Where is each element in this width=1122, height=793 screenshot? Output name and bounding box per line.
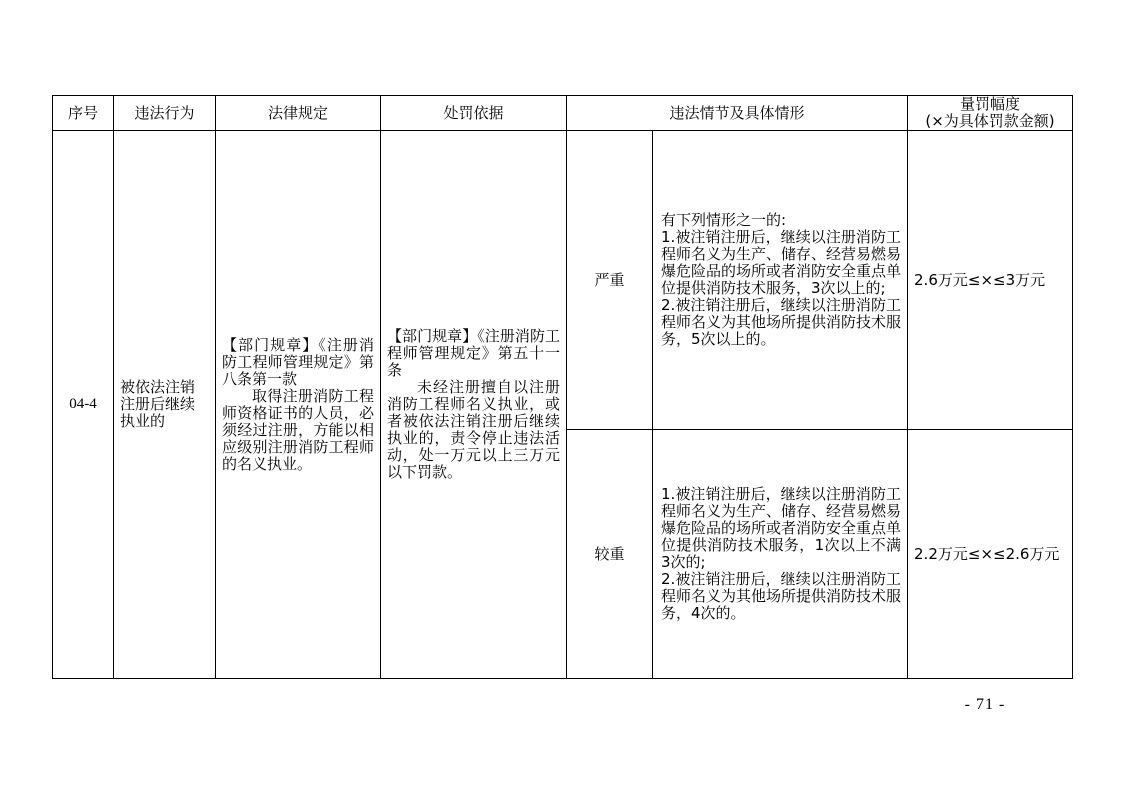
penalty-basis-cell — [381, 131, 567, 679]
header-serial: 序号 — [53, 96, 114, 131]
header-range-line1: 量罚幅度 — [960, 95, 1021, 113]
legal-provision-cell — [216, 131, 381, 679]
severity-level-cell: 较重 — [567, 430, 653, 679]
header-range-line2: (×为具体罚款金额) — [925, 112, 1055, 130]
header-penalty-range — [908, 96, 1073, 131]
severity-level-cell: 严重 — [567, 131, 653, 430]
table-row — [53, 131, 1073, 430]
scenario-line: 1.被注销注册后，继续以注册消防工程师名义为生产、储存、经营易燃易爆危险品的场所或者消防安全重点单位提供消防技术服务，1次以上不满3次的; — [661, 485, 902, 571]
scenario-line: 2.被注销注册后，继续以注册消防工程师名义为其他场所提供消防技术服务，5次以上的。 — [661, 296, 902, 348]
legal-provision-title: 【部门规章】《注册消防工程师管理规定》第八条第一款 — [222, 335, 374, 388]
penalty-basis-title: 【部门规章】《注册消防工程师管理规定》第五十一条 — [387, 327, 560, 379]
table-header-row — [53, 96, 1073, 131]
scenario-cell — [653, 430, 908, 679]
scenario-cell — [653, 131, 908, 430]
serial-cell: 04-4 — [53, 131, 114, 679]
scenario-line: 2.被注销注册后，继续以注册消防工程师名义为其他场所提供消防技术服务，4次的。 — [661, 570, 902, 622]
penalty-amount-cell: 2.2万元≤×≤2.6万元 — [908, 430, 1073, 679]
header-circumstances: 违法情节及具体情形 — [567, 96, 908, 131]
penalty-basis-body: 未经注册擅自以注册消防工程师名义执业，或者被依法注销注册后继续执业的，责令停止违法活动，处一万元以上三万元以下罚款。 — [387, 378, 560, 481]
penalty-amount-cell: 2.6万元≤×≤3万元 — [908, 131, 1073, 430]
header-legal-provision: 法律规定 — [216, 96, 381, 131]
header-penalty-basis: 处罚依据 — [381, 96, 567, 131]
violation-cell: 被依法注销注册后继续执业的 — [114, 131, 216, 679]
page-number: - 71 - — [964, 696, 1006, 713]
penalty-table — [52, 95, 1073, 679]
scenario-line: 1.被注销注册后，继续以注册消防工程师名义为生产、储存、经营易燃易爆危险品的场所或者消防安全重点单位提供消防技术服务，3次以上的; — [661, 228, 902, 297]
scenario-line: 有下列情形之一的: — [661, 211, 787, 229]
legal-provision-body: 取得注册消防工程师资格证书的人员，必须经过注册，方能以相应级别注册消防工程师的名义执业。 — [222, 386, 374, 473]
header-violation: 违法行为 — [114, 96, 216, 131]
